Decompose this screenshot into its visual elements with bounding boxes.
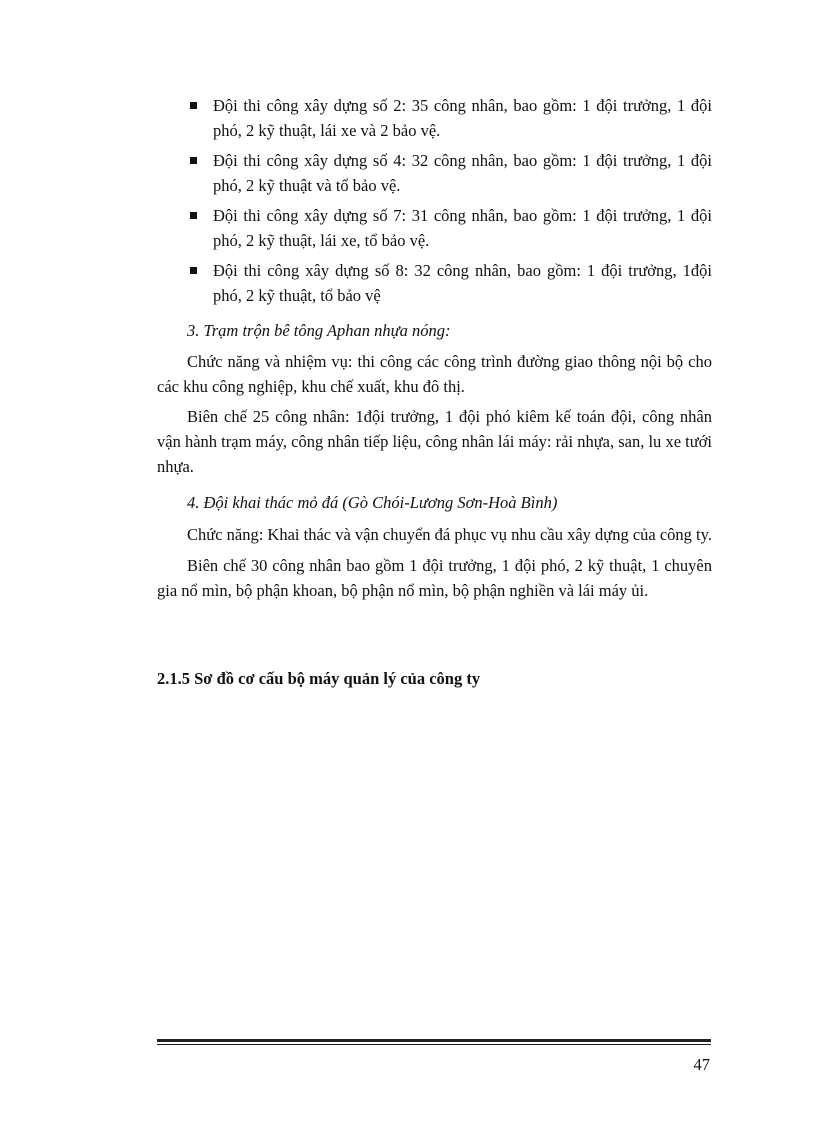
square-bullet-icon bbox=[190, 267, 197, 274]
square-bullet-icon bbox=[190, 102, 197, 109]
square-bullet-icon bbox=[190, 212, 197, 219]
section-3 bbox=[157, 318, 712, 479]
section-4-heading: 4. Đội khai thác mỏ đá (Gò Chói-Lương Sơn-Hoà Bình) bbox=[187, 493, 558, 512]
bullet-text: Đội thi công xây dựng số 8: 32 công nhân, bao gồm: 1 đội trưởng, 1đội phó, 2 kỹ thuật, tổ bảo vệ bbox=[213, 261, 712, 305]
section-4-function-paragraph: Chức năng: Khai thác và vận chuyển đá phục vụ nhu cầu xây dựng của công ty. bbox=[187, 525, 712, 544]
section-3-heading: 3. Trạm trộn bê tông Aphan nhựa nóng: bbox=[187, 321, 451, 340]
team-bullet-list bbox=[188, 93, 712, 313]
footer-rule bbox=[157, 1039, 711, 1042]
bullet-item-team-7 bbox=[188, 203, 712, 253]
bullet-text: Đội thi công xây dựng số 2: 35 công nhân, bao gồm: 1 đội trưởng, 1 đội phó, 2 kỹ thuật, lái xe và 2 bảo vệ. bbox=[213, 96, 712, 140]
page-number: 47 bbox=[693, 1055, 710, 1074]
bullet-item-team-8 bbox=[188, 258, 712, 308]
bullet-text: Đội thi công xây dựng số 7: 31 công nhân, bao gồm: 1 đội trưởng, 1 đội phó, 2 kỹ thuật, lái xe, tổ bảo vệ. bbox=[213, 206, 712, 250]
section-3-staff-paragraph: Biên chế 25 công nhân: 1đội trưởng, 1 đội phó kiêm kế toán đội, công nhân vận hành trạm máy, công nhân tiếp liệu, công nhân lái máy: rải nhựa, san, lu xe tưới nhựa. bbox=[157, 407, 712, 476]
bullet-item-team-2 bbox=[188, 93, 712, 143]
section-4-staff-paragraph: Biên chế 30 công nhân bao gồm 1 đội trưởng, 1 đội phó, 2 kỹ thuật, 1 chuyên gia nổ mìn, bộ phận khoan, bộ phận nổ mìn, bộ phận nghiền và lái máy ủi. bbox=[157, 556, 712, 600]
bullet-item-team-4 bbox=[188, 148, 712, 198]
section-4 bbox=[157, 490, 712, 603]
bullet-text: Đội thi công xây dựng số 4: 32 công nhân, bao gồm: 1 đội trưởng, 1 đội phó, 2 kỹ thuật và tổ bảo vệ. bbox=[213, 151, 712, 195]
section-title: 2.1.5 Sơ đồ cơ cấu bộ máy quản lý của công ty bbox=[157, 669, 481, 688]
section-3-function-paragraph: Chức năng và nhiệm vụ: thi công các công trình đường giao thông nội bộ cho các khu công nghiệp, khu chế xuất, khu đô thị. bbox=[157, 352, 712, 396]
square-bullet-icon bbox=[190, 157, 197, 164]
footer-rule-thin bbox=[157, 1044, 711, 1045]
